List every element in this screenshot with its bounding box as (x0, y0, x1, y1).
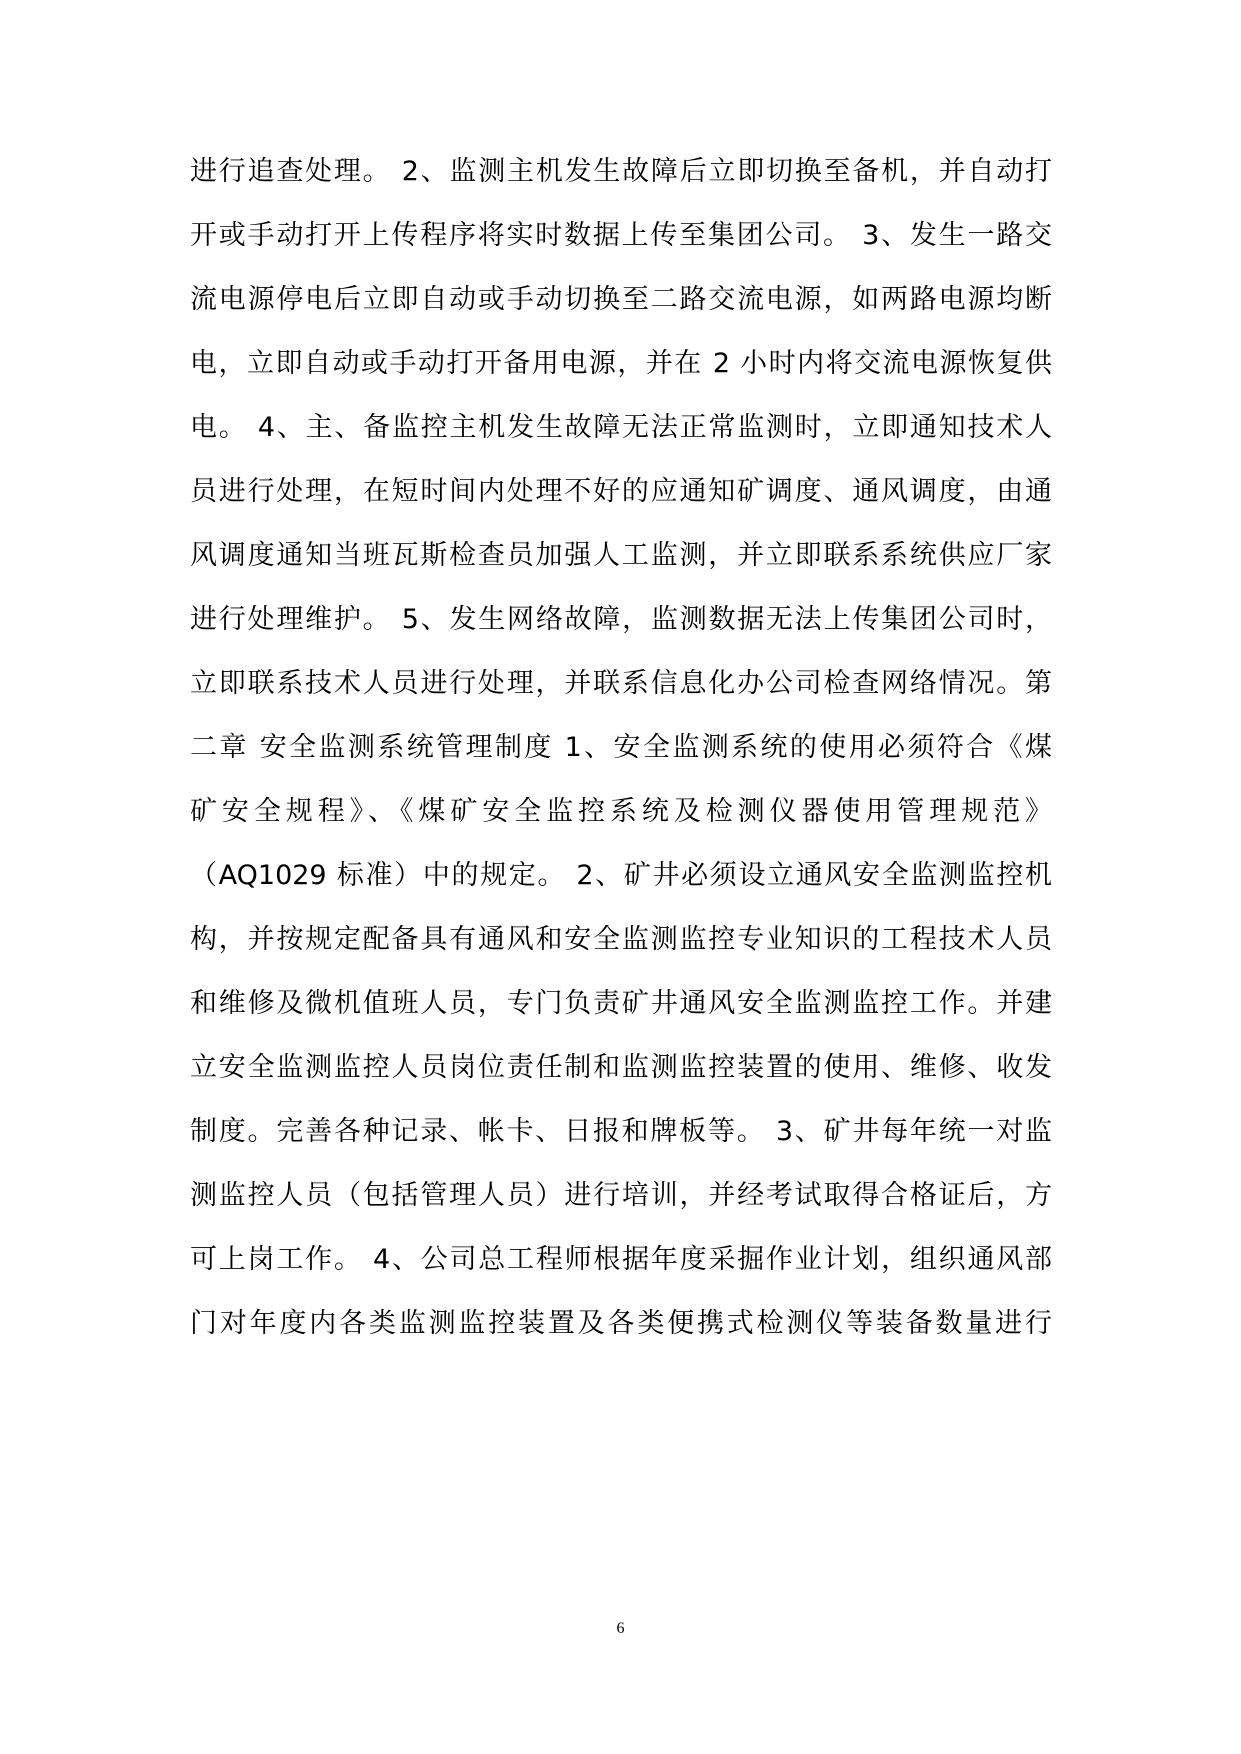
text-line: 风调度通知当班瓦斯检查员加强人工监测，并立即联系系统供应厂家 (190, 540, 1052, 571)
text-line: 门对年度内各类监测监控装置及各类便携式检测仪等装备数量进行 (190, 1308, 1052, 1339)
text-line: 流电源停电后立即自动或手动切换至二路交流电源，如两路电源均断 (190, 284, 1052, 315)
text-line: 立安全监测监控人员岗位责任制和监测监控装置的使用、维修、收发 (190, 1052, 1052, 1083)
text-line: 可上岗工作。 4、公司总工程师根据年度采掘作业计划，组织通风部 (190, 1244, 1052, 1275)
page-number: 6 (616, 1620, 625, 1637)
body-text (190, 146, 1052, 1362)
text-line: 构，并按规定配备具有通风和安全监测监控专业知识的工程技术人员 (190, 924, 1052, 955)
text-line: 立即联系技术人员进行处理，并联系信息化办公司检查网络情况。第 (190, 668, 1052, 699)
text-line: 二章 安全监测系统管理制度 1、安全监测系统的使用必须符合《煤 (190, 732, 1052, 763)
text-line: 进行处理维护。 5、发生网络故障，监测数据无法上传集团公司时， (190, 604, 1052, 635)
text-line: 电，立即自动或手动打开备用电源，并在 2 小时内将交流电源恢复供 (190, 348, 1052, 379)
text-line: 电。 4、主、备监控主机发生故障无法正常监测时，立即通知技术人 (190, 412, 1052, 443)
text-line: （AQ1029 标准）中的规定。 2、矿井必须设立通风安全监测监控机 (190, 860, 1052, 891)
text-line: 员进行处理，在短时间内处理不好的应通知矿调度、通风调度，由通 (190, 476, 1052, 507)
text-line: 和维修及微机值班人员，专门负责矿井通风安全监测监控工作。并建 (190, 988, 1052, 1019)
text-line: 测监控人员（包括管理人员）进行培训，并经考试取得合格证后，方 (190, 1180, 1052, 1211)
text-line: 矿安全规程》、《煤矿安全监控系统及检测仪器使用管理规范》 (190, 796, 1052, 827)
text-line: 进行追查处理。 2、监测主机发生故障后立即切换至备机，并自动打 (190, 156, 1052, 187)
text-line: 开或手动打开上传程序将实时数据上传至集团公司。 3、发生一路交 (190, 220, 1052, 251)
text-line: 制度。完善各种记录、帐卡、日报和牌板等。 3、矿井每年统一对监 (190, 1116, 1052, 1147)
